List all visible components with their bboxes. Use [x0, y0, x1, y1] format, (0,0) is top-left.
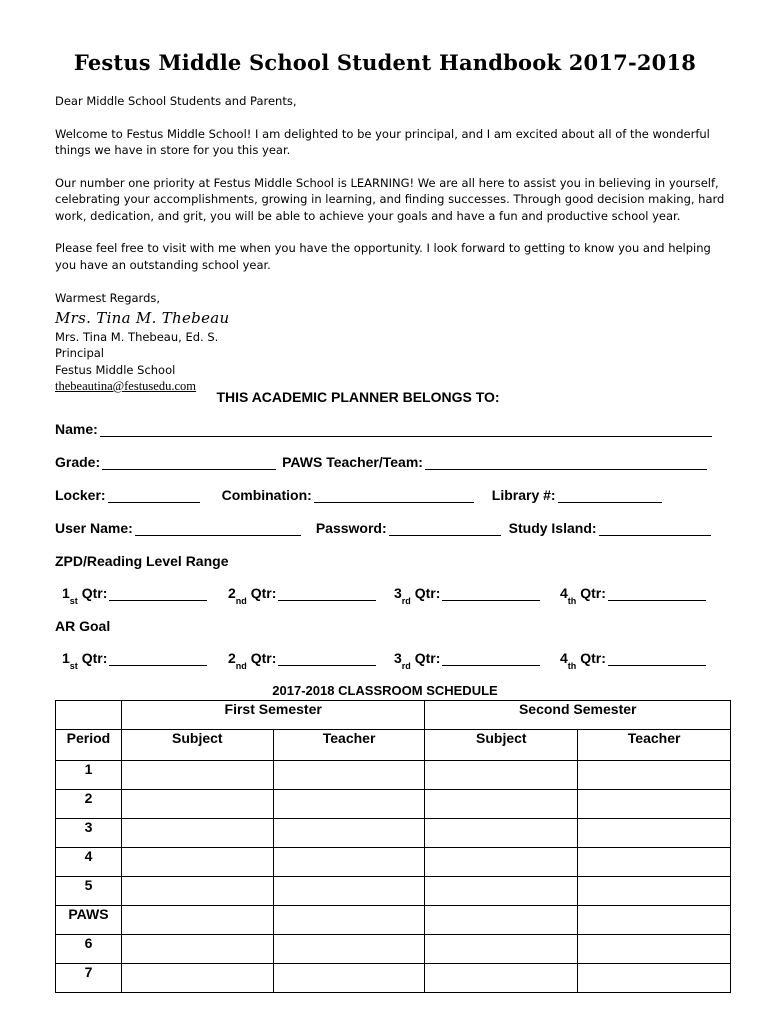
grade-field[interactable]: [55, 454, 276, 470]
quarter-number: 2: [228, 650, 236, 666]
schedule-cell[interactable]: [425, 877, 578, 906]
letter-closing: Warmest Regards,: [55, 291, 161, 305]
quarter-label: Qtr:: [414, 585, 441, 601]
locker-field[interactable]: [55, 487, 200, 503]
letter-salutation: Dear Middle School Students and Parents,: [55, 94, 297, 108]
schedule-cell[interactable]: [273, 761, 425, 790]
library-label: Library #:: [491, 487, 556, 503]
schedule-cell[interactable]: [121, 964, 273, 993]
classroom-schedule-table: [55, 700, 731, 993]
paws-teacher-field[interactable]: [282, 454, 707, 470]
subject-header: Subject: [425, 730, 578, 761]
quarter-number: 3: [394, 650, 402, 666]
schedule-cell[interactable]: [425, 906, 578, 935]
schedule-cell[interactable]: [121, 848, 273, 877]
schedule-cell[interactable]: [273, 819, 425, 848]
ar-q1-blank[interactable]: [109, 651, 207, 666]
paws-teacher-label: PAWS Teacher/Team:: [282, 454, 423, 470]
zpd-q3-blank[interactable]: [442, 586, 540, 601]
grade-row: [55, 454, 715, 470]
letter-paragraph-3: Please feel free to visit with me when you have the opportunity. I look forward to getting to know you and helping you have an outstanding school year.: [55, 241, 711, 272]
quarter-number: 4: [560, 585, 568, 601]
schedule-cell[interactable]: [121, 877, 273, 906]
ar-q4-blank[interactable]: [608, 651, 706, 666]
locker-blank[interactable]: [108, 488, 200, 503]
schedule-cell[interactable]: [121, 761, 273, 790]
name-row: [55, 421, 715, 437]
second-semester-header: Second Semester: [425, 701, 731, 730]
period-cell: 6: [56, 935, 122, 964]
letter-paragraph-2: Our number one priority at Festus Middle School is LEARNING! We are all here to assist you in believing in yourself, celebrating your accomplishments, growing in learning, and finding successes. Through good decision making, hard work, dedication, and grit, you will be able to achieve your goals and have a fun and productive school year.: [55, 175, 725, 223]
ar-quarters-row: [62, 650, 722, 671]
schedule-cell[interactable]: [121, 906, 273, 935]
login-row: [55, 520, 715, 536]
quarter-label: Qtr:: [250, 650, 277, 666]
password-field[interactable]: [316, 520, 501, 536]
schedule-title: 2017-2018 CLASSROOM SCHEDULE: [272, 683, 498, 698]
letter-paragraph-1: Welcome to Festus Middle School! I am delighted to be your principal, and I am excited about all of the wonderful things we have in store for you this year.: [55, 126, 710, 157]
schedule-cell[interactable]: [578, 761, 731, 790]
period-cell: 2: [56, 790, 122, 819]
schedule-cell[interactable]: [425, 819, 578, 848]
schedule-cell[interactable]: [273, 935, 425, 964]
ar-q4-field[interactable]: 4 th Qtr:: [560, 650, 710, 666]
quarter-label: Qtr:: [250, 585, 277, 601]
quarter-number: 3: [394, 585, 402, 601]
table-row: [56, 964, 731, 993]
quarter-number: 4: [560, 650, 568, 666]
handwritten-signature: Mrs. Tina M. Thebeau: [55, 308, 230, 327]
schedule-cell[interactable]: [425, 848, 578, 877]
library-field[interactable]: [492, 487, 662, 503]
zpd-q2-field[interactable]: 2 nd Qtr:: [228, 585, 394, 601]
ar-q2-blank[interactable]: [278, 651, 376, 666]
name-label: Name:: [55, 421, 98, 437]
username-blank[interactable]: [135, 521, 301, 536]
schedule-cell[interactable]: [273, 906, 425, 935]
schedule-cell[interactable]: [121, 819, 273, 848]
period-header: Period: [56, 730, 122, 761]
quarter-number: 1: [62, 650, 70, 666]
table-row: [56, 761, 731, 790]
schedule-cell[interactable]: [578, 848, 731, 877]
semester-header-row: [56, 701, 731, 730]
schedule-cell[interactable]: [578, 906, 731, 935]
grade-label: Grade:: [55, 454, 101, 470]
teacher-header: Teacher: [273, 730, 425, 761]
paws-teacher-blank[interactable]: [425, 455, 707, 470]
ar-q3-blank[interactable]: [442, 651, 540, 666]
column-header-row: [56, 730, 731, 761]
schedule-cell[interactable]: [578, 819, 731, 848]
zpd-q1-field[interactable]: 1 st Qtr:: [62, 585, 228, 601]
subject-header: Subject: [121, 730, 273, 761]
schedule-cell[interactable]: [273, 877, 425, 906]
study-island-label: Study Island:: [508, 520, 597, 536]
schedule-cell[interactable]: [273, 790, 425, 819]
school-name: Festus Middle School: [55, 362, 176, 377]
table-row: [56, 877, 731, 906]
combination-field[interactable]: [222, 487, 474, 503]
locker-label: Locker:: [55, 487, 106, 503]
welcome-letter: [55, 93, 725, 289]
period-cell: 1: [56, 761, 122, 790]
schedule-cell[interactable]: [578, 790, 731, 819]
password-blank[interactable]: [389, 521, 501, 536]
name-blank[interactable]: [100, 422, 712, 437]
schedule-cell[interactable]: [425, 761, 578, 790]
quarter-number: 2: [228, 585, 236, 601]
quarter-label: Qtr:: [81, 650, 108, 666]
schedule-cell[interactable]: [273, 848, 425, 877]
quarter-label: Qtr:: [580, 650, 606, 666]
schedule-cell[interactable]: [425, 935, 578, 964]
planner-title: THIS ACADEMIC PLANNER BELONGS TO:: [216, 389, 500, 405]
page-title: Festus Middle School Student Handbook 2017-2018: [73, 50, 697, 75]
zpd-q4-blank[interactable]: [608, 586, 706, 601]
password-label: Password:: [315, 520, 387, 536]
table-row: [56, 906, 731, 935]
principal-email-link[interactable]: thebeautina@festusedu.com: [55, 379, 196, 393]
ar-q2-field[interactable]: 2 nd Qtr:: [228, 650, 394, 666]
schedule-cell[interactable]: [578, 877, 731, 906]
schedule-cell[interactable]: [425, 964, 578, 993]
table-row: [56, 935, 731, 964]
ar-q3-field[interactable]: 3 rd Qtr:: [394, 650, 560, 666]
signature-block: [55, 290, 229, 395]
period-cell: 3: [56, 819, 122, 848]
table-row: [56, 848, 731, 877]
schedule-cell[interactable]: [578, 964, 731, 993]
zpd-quarters-row: [62, 585, 722, 606]
schedule-cell[interactable]: [273, 964, 425, 993]
period-cell: PAWS: [56, 906, 122, 935]
quarter-label: Qtr:: [414, 650, 441, 666]
table-row: [56, 790, 731, 819]
locker-row: [55, 487, 715, 503]
zpd-q3-field[interactable]: 3 rd Qtr:: [394, 585, 560, 601]
study-island-blank[interactable]: [599, 521, 711, 536]
combination-label: Combination:: [221, 487, 312, 503]
ar-goal-label: AR Goal: [55, 618, 111, 634]
empty-corner-cell: [56, 701, 122, 730]
zpd-label: ZPD/Reading Level Range: [55, 553, 229, 569]
quarter-number: 1: [62, 585, 70, 601]
table-row: [56, 819, 731, 848]
zpd-q4-field[interactable]: 4 th Qtr:: [560, 585, 710, 601]
library-blank[interactable]: [558, 488, 662, 503]
quarter-label: Qtr:: [580, 585, 606, 601]
period-cell: 5: [56, 877, 122, 906]
username-field[interactable]: [55, 520, 301, 536]
schedule-cell[interactable]: [121, 790, 273, 819]
teacher-header: Teacher: [578, 730, 731, 761]
ar-q1-field[interactable]: 1 st Qtr:: [62, 650, 228, 666]
principal-role: Principal: [55, 346, 105, 360]
username-label: User Name:: [55, 520, 133, 536]
grade-blank[interactable]: [102, 455, 276, 470]
schedule-cell[interactable]: [425, 790, 578, 819]
principal-name: Mrs. Tina M. Thebeau, Ed. S.: [55, 329, 219, 344]
zpd-q2-blank[interactable]: [278, 586, 376, 601]
name-field[interactable]: [55, 421, 712, 437]
zpd-q1-blank[interactable]: [109, 586, 207, 601]
period-cell: 7: [56, 964, 122, 993]
study-island-field[interactable]: [509, 520, 711, 536]
period-cell: 4: [56, 848, 122, 877]
first-semester-header: First Semester: [121, 701, 425, 730]
quarter-label: Qtr:: [81, 585, 108, 601]
schedule-cell[interactable]: [578, 935, 731, 964]
combination-blank[interactable]: [314, 488, 474, 503]
schedule-cell[interactable]: [121, 935, 273, 964]
